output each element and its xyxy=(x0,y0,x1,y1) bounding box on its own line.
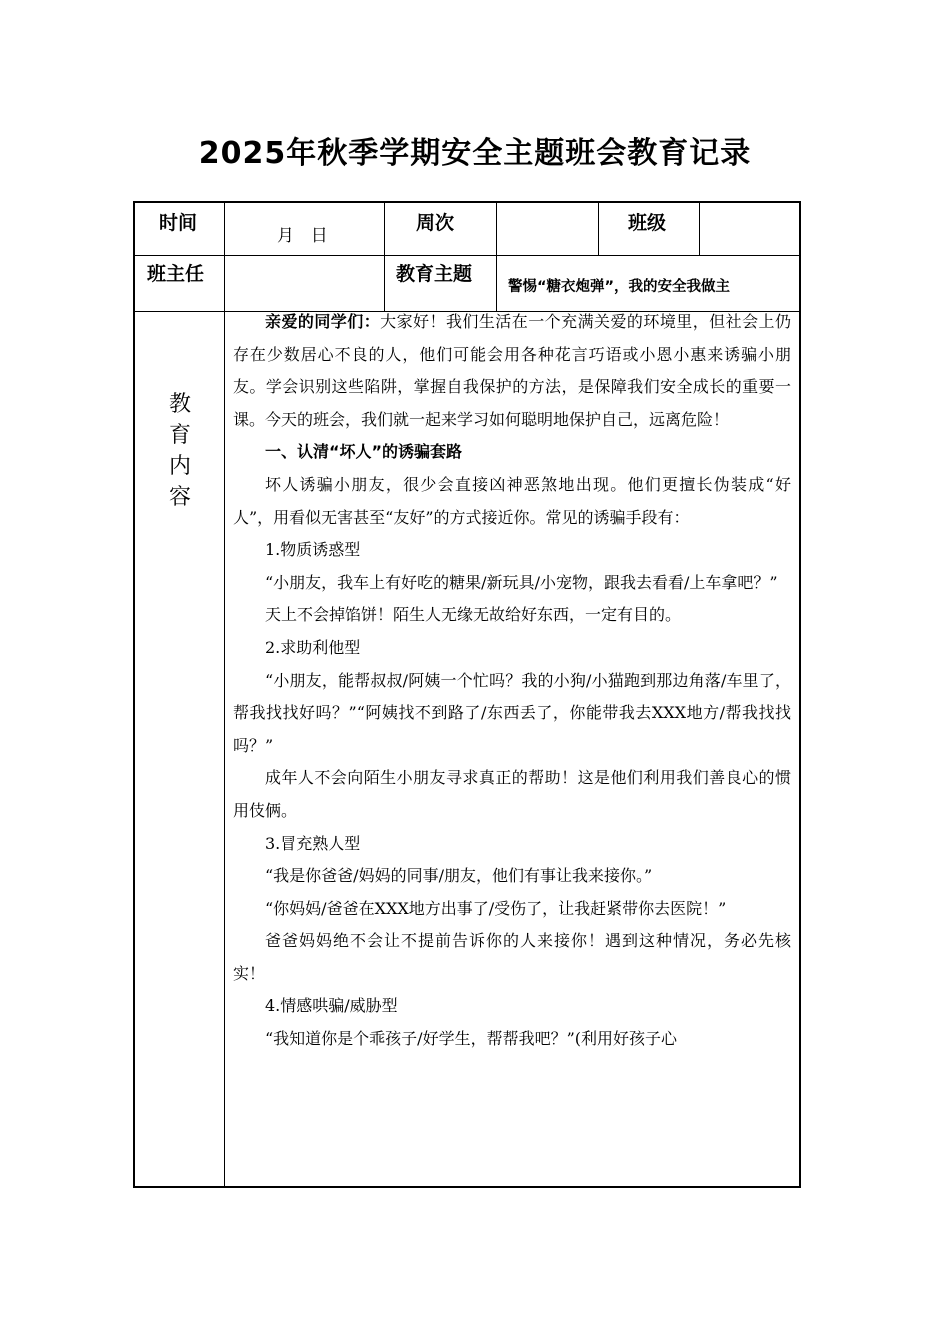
time-value: 月 日 xyxy=(277,226,330,246)
theme-label: 教育主题 xyxy=(396,263,473,285)
column-divider xyxy=(224,203,225,1186)
column-divider xyxy=(384,203,385,311)
type-heading: 1.物质诱惑型 xyxy=(265,540,361,560)
type-note: 天上不会掉馅饼！陌生人无缘无故给好东西，一定有目的。 xyxy=(265,605,682,625)
column-divider xyxy=(496,203,497,311)
week-label: 周次 xyxy=(416,212,455,234)
greeting: 亲爱的同学们： xyxy=(265,312,381,331)
column-divider xyxy=(598,203,599,255)
type-quote: “小朋友，我车上有好吃的糖果/新玩具/小宠物，跟我去看看/上车拿吧？” xyxy=(265,572,778,592)
content-label-char: 内 xyxy=(168,454,191,479)
content-label-char: 教 xyxy=(168,392,191,417)
content-label-char: 育 xyxy=(168,423,191,448)
type-quote: “我是你爸爸/妈妈的同事/朋友，他们有事让我来接你。” xyxy=(265,866,653,886)
time-label: 时间 xyxy=(159,212,198,234)
type-heading: 3.冒充熟人型 xyxy=(265,833,361,853)
type-quote: “我知道你是个乖孩子/好学生，帮帮我吧？”(利用好孩子心 xyxy=(265,1029,677,1049)
section-heading: 一、认清“坏人”的诱骗套路 xyxy=(265,442,463,462)
section-intro: 坏人诱骗小朋友，很少会直接凶神恶煞地出现。他们更擅长伪装成“好人”，用看似无害甚至“友好”的方式接近你。常见的诱骗手段有： xyxy=(233,474,791,527)
type-heading: 2.求助利他型 xyxy=(265,637,361,657)
intro-text: 大家好！我们生活在一个充满关爱的环境里，但社会上仍存在少数居心不良的人，他们可能会用各种花言巧语或小恩小惠来诱骗小朋友。学会识别这些陷阱，掌握自我保护的方法，是保障我们安全成长的重要一课。今天的班会，我们就一起来学习如何聪明地保护自己，远离危险！ xyxy=(233,312,791,429)
type-heading: 4.情感哄骗/威胁型 xyxy=(265,996,398,1016)
row-divider xyxy=(135,255,799,256)
record-table xyxy=(133,201,801,1188)
education-content xyxy=(233,306,791,1056)
page-title: 2025年秋季学期安全主题班会教育记录 xyxy=(198,136,752,171)
intro-paragraph xyxy=(233,306,791,436)
type-quote: “你妈妈/爸爸在XXX地方出事了/受伤了，让我赶紧带你去医院！” xyxy=(265,898,727,918)
content-label-char: 容 xyxy=(168,485,191,510)
type-quote: “小朋友，能帮叔叔/阿姨一个忙吗？我的小狗/小猫跑到那边角落/车里了，帮我找找好吗？”“阿姨找不到路了/东西丢了，你能带我去XXX地方/帮我找找吗？” xyxy=(233,670,791,755)
content-label xyxy=(165,389,195,513)
teacher-label: 班主任 xyxy=(147,263,205,285)
class-label: 班级 xyxy=(628,212,667,234)
column-divider xyxy=(699,203,700,255)
type-note: 成年人不会向陌生小朋友寻求真正的帮助！这是他们利用我们善良心的惯用伎俩。 xyxy=(233,768,791,820)
theme-value: 警惕“糖衣炮弹”，我的安全我做主 xyxy=(508,279,731,295)
type-note: 爸爸妈妈绝不会让不提前告诉你的人来接你！遇到这种情况，务必先核实！ xyxy=(233,931,791,983)
